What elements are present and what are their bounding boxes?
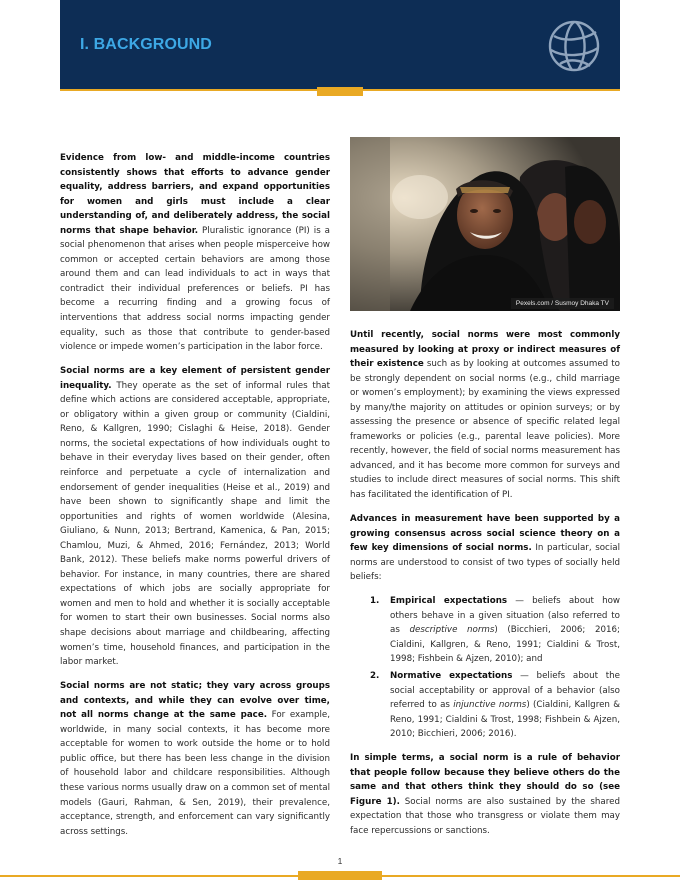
lead-simple-terms: In simple terms, a social norm is a rule of behavior that people follow because they believe others do the same and that others think they should do so (see Figure 1). — [350, 753, 620, 807]
body-measurement: such as by looking at outcomes assumed to be strongly dependent on social norms (e.g., child marriage or women’s employment); by examining the views expressed by many/the majority on attitudes or opinion surveys; or by assessing the presence or absence of specific related legal frameworks or policies (e.g., parental leave policies). More recently, however, the field of social norms measurement has advanced, and it has become more common for surveys and studies to include direct measures of social norms. This shift has facilitated the identification of PI. — [350, 359, 620, 501]
globe-icon — [546, 18, 602, 74]
list-italic: injunctive norms — [453, 700, 527, 711]
lead-advances: Advances in measurement have been supported by a growing consensus across social science theory on a few key dimensions of social norms. — [350, 514, 620, 554]
body-simple-terms: Social norms are also sustained by the shared expectation that those who transgress or violate them may face repercussions or sanctions. — [350, 796, 620, 836]
body-key-element: They operate as the set of informal rules that define which actions are considered acceptable, appropriate, or obligatory within a given group or community (Cialdini, Reno, & Kallgren, 1990; Cislaghi & Heise, 2018). Gender norms, the societal expectations of how individuals ought to behave in their everyday lives based on their gender, often reinforce and perpetuate a cycle of internalization and endorsement of gender inequalities (Heise et al., 2019) and have been shown to significantly shape and limit the opportunities and rights of women worldwide (Alesina, Giuliano, & Nunn, 2013; Bertrand, Kamenica, & Pan, 2015; Chamlou, Muzi, & Ahmed, 2016; Fernández, 2013; World Bank, 2012). These beliefs make norms powerful drivers of behavior. For instance, in many countries, there are shared expectations of which jobs are socially appropriate for women and men to hold and whether it is socially acceptable for women to start their own businesses. Social norms also shape decisions about marriage and childbearing, affecting women’s time, household finances, and participation in the labor market. — [60, 380, 330, 668]
body-evidence: Pluralistic ignorance (PI) is a social phenomenon that arises when people misperceive how common or accepted certain behaviors are among those around them and can lead individuals to act in ways that contradict their individual preferences or beliefs. PI has become a recurring finding and a growing focus of interventions that address social norms impacting gender equality, such as those that contribute to gender-based violence or impede women’s participation in the labor force. — [60, 225, 330, 353]
footer-accent-tab — [298, 871, 382, 880]
paragraph-measurement — [350, 328, 620, 503]
beliefs-list — [350, 594, 620, 741]
lead-evidence: Evidence from low- and middle-income countries consistently shows that efforts to advance gender equality, address barriers, and expand opportunities for women and girls must include a clear understanding of, and deliberately address, the social norms that shape behavior. — [60, 153, 330, 236]
header-banner — [60, 0, 620, 90]
paragraph-evidence — [60, 151, 330, 355]
photo-credit: Pexels.com / Susmoy Dhaka TV — [511, 298, 614, 309]
paragraph-not-static — [60, 679, 330, 839]
list-term: Empirical expectations — [390, 596, 508, 607]
list-text: — beliefs about the social acceptability or approval of a behavior (also referred to as — [390, 671, 620, 711]
right-column — [350, 328, 620, 848]
page-number: 1 — [337, 856, 343, 866]
list-citation: ) (Bicchieri, 2006; 2016; Cialdini, Kallgren, & Reno, 1991; Cialdini & Trost, 1998; Fishbein & Ajzen, 2010); and — [390, 625, 620, 665]
list-item — [370, 594, 621, 667]
lead-key-element: Social norms are a key element of persistent gender inequality. — [60, 366, 330, 391]
paragraph-advances — [350, 512, 620, 585]
list-text: — beliefs about how others behave in a given situation (also referred to as — [390, 596, 621, 636]
header-accent-tab — [317, 87, 363, 96]
lead-not-static: Social norms are not static; they vary across groups and contexts, and while they can evolve over time, not all norms change at the same pace. — [60, 681, 330, 721]
list-item — [370, 669, 620, 742]
section-title: I. BACKGROUND — [80, 36, 212, 53]
body-advances: In particular, social norms are understood to consist of two types of socially held beliefs: — [350, 543, 620, 583]
list-number: 2. — [370, 671, 380, 682]
photo-illustration — [350, 137, 620, 311]
lead-measurement: Until recently, social norms were most commonly measured by looking at proxy or indirect measures of their existence — [350, 330, 620, 370]
paragraph-simple-terms — [350, 751, 620, 838]
list-citation: ) (Cialdini, Kallgren & Reno, 1991; Cialdini & Trost, 1998; Fishbein & Ajzen, 2010; Bicchieri, 2006; 2016). — [390, 700, 620, 740]
left-column — [60, 151, 330, 849]
list-term: Normative expectations — [390, 671, 513, 682]
hero-photo — [350, 137, 620, 311]
list-number: 1. — [370, 596, 380, 607]
list-italic: descriptive norms — [409, 625, 495, 636]
body-not-static: For example, worldwide, in many social contexts, it has become more acceptable for women to work outside the home or to hold public office, but there has been less change in the division of household labor and childcare responsibilities. Although these various norms usually draw on a common set of mental models (Gauri, Rahman, & Sen, 2019), their prevalence, acceptance, strength, and enforcement can vary significantly across settings. — [60, 710, 330, 837]
paragraph-key-element — [60, 364, 330, 669]
